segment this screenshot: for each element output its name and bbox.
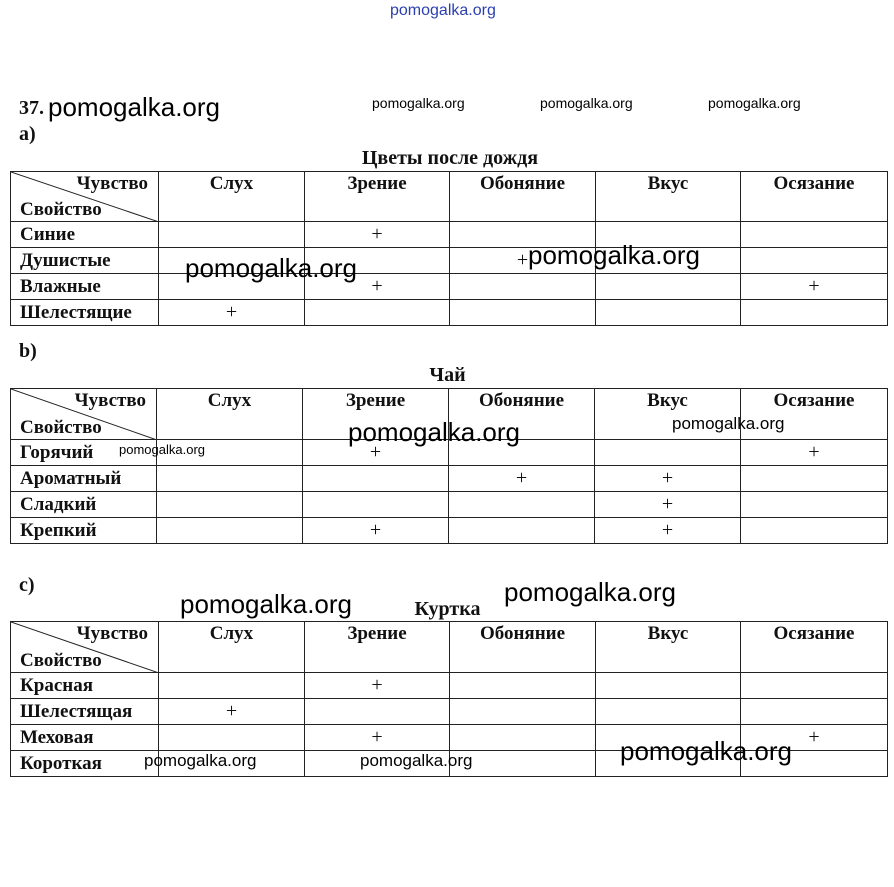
mark-cell (741, 492, 888, 518)
watermark: pomogalka.org (144, 751, 257, 770)
corner-label-top: Чувство (76, 173, 148, 194)
column-header: Слух (159, 622, 305, 673)
mark-cell: + (303, 518, 449, 544)
mark-cell: + (305, 725, 450, 751)
table-row (11, 222, 888, 248)
row-label: Душистые (11, 248, 159, 274)
column-header: Зрение (305, 622, 450, 673)
table-row (11, 492, 888, 518)
mark-cell (159, 673, 305, 699)
mark-cell: + (595, 518, 741, 544)
table-a (10, 171, 888, 326)
watermark: pomogalka.org (348, 417, 520, 447)
column-header: Осязание (741, 389, 888, 440)
table-corner-cell (11, 389, 157, 440)
corner-label-top: Чувство (76, 623, 148, 644)
table-row (11, 518, 888, 544)
table-row (11, 673, 888, 699)
table-row (11, 466, 888, 492)
column-header: Вкус (596, 172, 741, 222)
mark-cell (157, 518, 303, 544)
watermark: pomogalka.org (540, 95, 633, 111)
row-label: Меховая (11, 725, 159, 751)
mark-cell (741, 300, 888, 326)
mark-cell (157, 492, 303, 518)
mark-cell (159, 222, 305, 248)
exercise-number: 37. (19, 97, 44, 119)
mark-cell (305, 300, 450, 326)
mark-cell (596, 300, 741, 326)
mark-cell (595, 440, 741, 466)
mark-cell (741, 222, 888, 248)
mark-cell (741, 673, 888, 699)
mark-cell: + (595, 492, 741, 518)
table-caption-b: Чай (429, 364, 466, 386)
table-caption-a: Цветы после дождя (361, 147, 539, 169)
watermark: pomogalka.org (48, 92, 220, 122)
watermark: pomogalka.org (528, 240, 700, 270)
mark-cell (741, 248, 888, 274)
row-label: Влажные (11, 274, 159, 300)
table-corner-cell (11, 172, 159, 222)
row-label: Короткая (11, 751, 159, 777)
watermark: pomogalka.org (180, 589, 352, 619)
column-header: Осязание (741, 622, 888, 673)
mark-cell (450, 725, 596, 751)
mark-cell: + (159, 699, 305, 725)
table-b (10, 388, 888, 544)
column-header: Вкус (596, 622, 741, 673)
column-header: Слух (159, 172, 305, 222)
mark-cell: + (305, 222, 450, 248)
row-label: Сладкий (11, 492, 157, 518)
watermark: pomogalka.org (672, 414, 785, 433)
row-label: Ароматный (11, 466, 157, 492)
column-header: Обоняние (450, 172, 596, 222)
corner-label-bottom: Свойство (20, 417, 102, 438)
corner-label-bottom: Свойство (20, 650, 102, 671)
mark-cell (741, 699, 888, 725)
mark-cell (596, 673, 741, 699)
table-caption-c: Куртка (414, 598, 481, 620)
column-header: Вкус (595, 389, 741, 440)
column-header: Зрение (305, 172, 450, 222)
watermark: pomogalka.org (620, 736, 792, 766)
corner-label-bottom: Свойство (20, 199, 102, 220)
mark-cell (305, 699, 450, 725)
mark-cell: + (741, 440, 888, 466)
column-header: Обоняние (449, 389, 595, 440)
table-corner-cell (11, 622, 159, 673)
mark-cell: + (305, 673, 450, 699)
table-row (11, 248, 888, 274)
column-header: Зрение (303, 389, 449, 440)
mark-cell (596, 274, 741, 300)
mark-cell: + (450, 248, 596, 274)
row-label: Шелестящие (11, 300, 159, 326)
mark-cell (303, 466, 449, 492)
mark-cell (450, 300, 596, 326)
mark-cell: + (595, 466, 741, 492)
watermark: pomogalka.org (708, 95, 801, 111)
column-header: Осязание (741, 172, 888, 222)
mark-cell (449, 492, 595, 518)
mark-cell: + (449, 466, 595, 492)
row-label: Синие (11, 222, 159, 248)
mark-cell (159, 725, 305, 751)
watermark-top: pomogalka.org (390, 2, 496, 19)
mark-cell (596, 699, 741, 725)
mark-cell (450, 673, 596, 699)
corner-label-top: Чувство (74, 390, 146, 411)
column-header: Обоняние (450, 622, 596, 673)
mark-cell: + (305, 274, 450, 300)
table-row (11, 300, 888, 326)
mark-cell (157, 466, 303, 492)
section-label-c: c) (19, 574, 35, 596)
row-label: Красная (11, 673, 159, 699)
column-header: Слух (157, 389, 303, 440)
mark-cell (741, 518, 888, 544)
watermark: pomogalka.org (360, 751, 473, 770)
watermark: pomogalka.org (185, 253, 357, 283)
mark-cell (450, 699, 596, 725)
row-label: Горячий (11, 440, 157, 466)
watermark: pomogalka.org (372, 95, 465, 111)
mark-cell: + (741, 725, 888, 751)
table-row (11, 274, 888, 300)
mark-cell: + (741, 274, 888, 300)
section-label-b: b) (19, 340, 37, 362)
mark-cell (449, 518, 595, 544)
watermark: pomogalka.org (740, 866, 747, 867)
mark-cell (450, 274, 596, 300)
mark-cell (741, 466, 888, 492)
section-label-a: а) (19, 123, 36, 145)
row-label: Шелестящая (11, 699, 159, 725)
row-label: Крепкий (11, 518, 157, 544)
mark-cell: + (303, 440, 449, 466)
mark-cell (303, 492, 449, 518)
watermark: pomogalka.org (504, 577, 676, 607)
mark-cell: + (159, 300, 305, 326)
watermark: pomogalka.org (119, 442, 205, 457)
table-row (11, 699, 888, 725)
